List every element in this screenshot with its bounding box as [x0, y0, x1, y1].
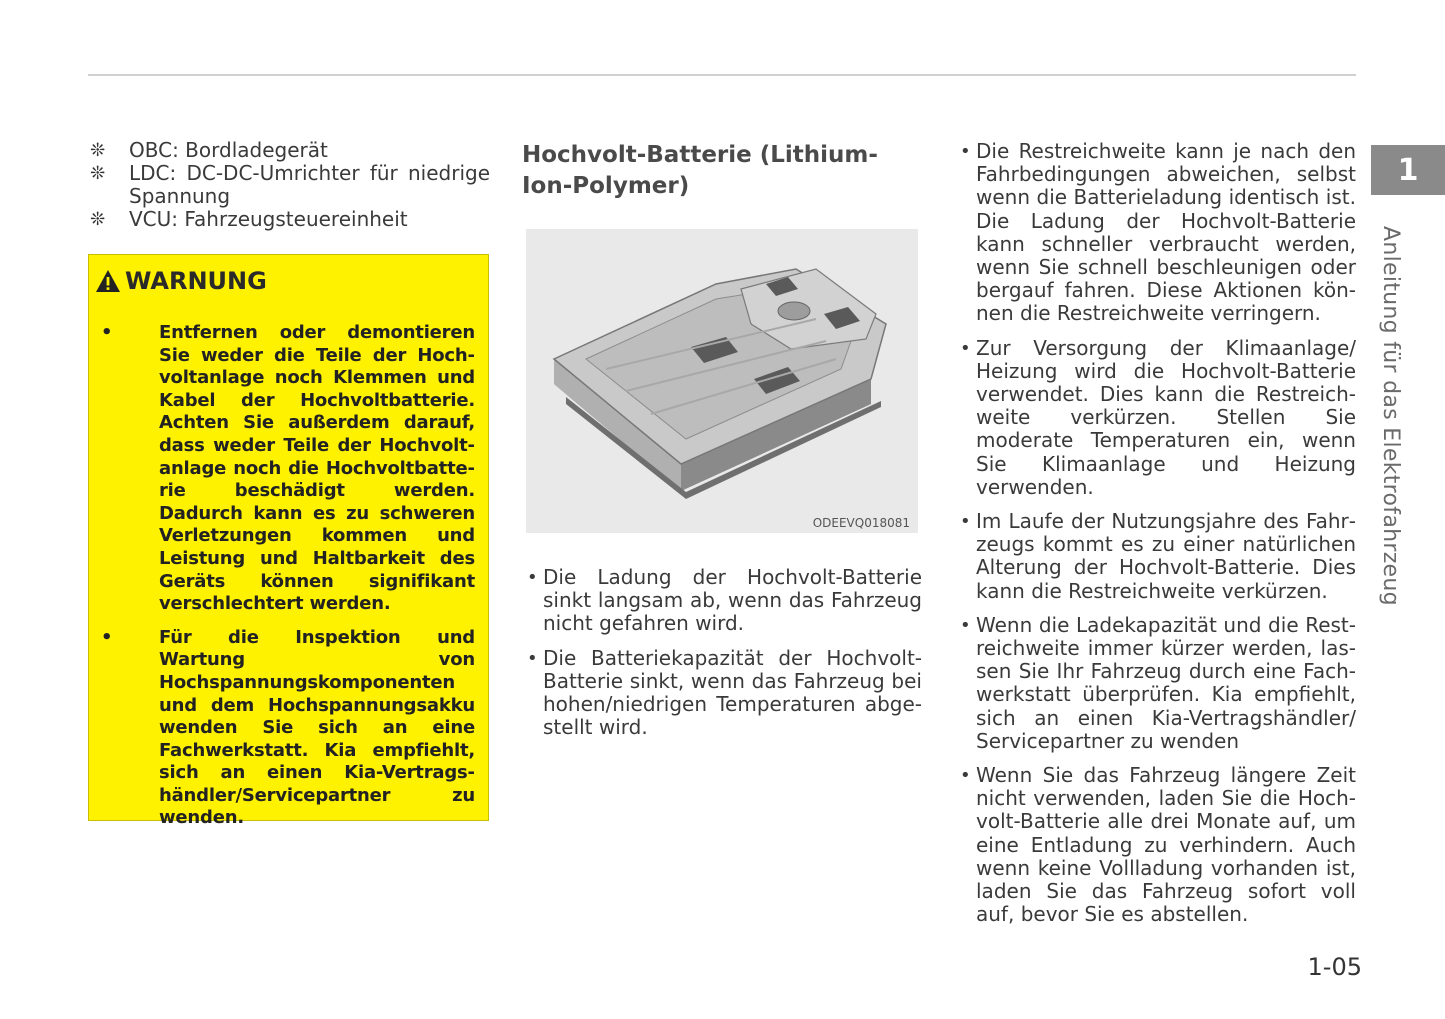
middle-bullet-list [527, 566, 922, 750]
warning-list [89, 322, 488, 841]
figure-code: ODEEVQ018081 [812, 516, 910, 530]
list-item [960, 337, 1356, 499]
battery-pack-illustration [526, 229, 918, 533]
warning-text: Entfernen oder demontieren Sie weder die Teile der Hochvoltanlage noch Klemmen und Kabel der Hochvoltbatterie. Achten Sie außerdem darauf, dass weder Teile der Hochvoltanlage noch die Hochvoltbatterie beschädigt werden. Dadurch kann es zu schweren Verletzungen kommen und Leistung und Haltbarkeit des Geräts können signifikant verschlechtert werden. [159, 322, 475, 615]
abbreviation-text: OBC: Bordladegerät [129, 138, 328, 162]
list-item [960, 614, 1356, 753]
bullet-text: Die Restreichweite kann je nach den Fahrbedingungen abweichen, selbst wenn die Batterieladung identisch ist. Die Ladung der Hochvolt-Batterie kann schneller verbraucht werden, wenn Sie schnell beschleunigen oder bergauf fahren. Diese Aktionen können die Restreichweite verringern. [976, 139, 1356, 326]
bullet-icon: • [960, 511, 971, 533]
bullet-icon: • [960, 614, 971, 636]
bullet-icon: • [527, 567, 538, 588]
bullet-text: Wenn Sie das Fahrzeug längere Zeit nicht verwenden, laden Sie die Hochvolt-Batterie alle drei Monate auf, um eine Entladung zu verhindern. Auch wenn keine Vollladung vorhanden ist, laden Sie das Fahrzeug sofort voll auf, bevor Sie es abstellen. [976, 763, 1356, 927]
bullet-text: Im Laufe der Nutzungsjahre des Fahrzeugs kommt es zu einer natürlichen Alterung der Hochvolt-Batterie. Dies kann die Restreichweite verkürzen. [976, 509, 1356, 603]
bullet-icon: • [960, 765, 971, 787]
list-item [527, 566, 922, 636]
chapter-title: Anleitung für das Elektrofahrzeug [1378, 226, 1403, 606]
list-item [960, 140, 1356, 326]
warning-title: WARNUNG [125, 267, 267, 295]
page-number: 1-05 [1307, 953, 1362, 981]
bullet-text: Zur Versorgung der Klimaanlage/ Heizung wird die Hochvolt-Batterie verwendet. Dies kann die Restreichweite verkürzen. Stellen Sie moderate Temperaturen ein, wenn Sie Klimaanlage und Heizung verwenden. [976, 335, 1356, 499]
asterisk-marker-icon: ❊ [90, 209, 106, 230]
warning-heading [95, 267, 267, 295]
bullet-icon: • [527, 647, 538, 669]
bullet-icon: • [960, 337, 971, 359]
chapter-tab: 1 [1371, 145, 1445, 195]
list-item [960, 764, 1356, 926]
list-item [960, 510, 1356, 603]
bullet-icon: • [960, 141, 971, 162]
list-item [89, 322, 488, 616]
bullet-text: Die Ladung der Hochvolt-Batterie sinkt langsam ab, wenn das Fahrzeug nicht gefahren wird. [543, 565, 922, 636]
bullet-icon: • [101, 626, 113, 648]
bullet-text: Die Batteriekapazität der Hochvolt-Batterie sinkt, wenn das Fahrzeug bei hohen/niedrigen Temperaturen abgestellt wird. [543, 645, 922, 740]
abbreviation-text: VCU: Fahrzeugsteuereinheit [129, 207, 408, 231]
list-item [90, 208, 490, 231]
warning-box [88, 254, 489, 829]
bullet-icon: • [101, 322, 113, 343]
asterisk-marker-icon: ❊ [90, 163, 106, 184]
list-item [90, 139, 490, 162]
list-item [89, 627, 488, 830]
abbreviation-list [90, 139, 490, 231]
warning-text: Für die Inspektion und Wartung von Hochspannungskomponenten und dem Hochspannungsakku wenden Sie sich an eine Fachwerkstatt. Kia empfiehlt, sich an einen Kia-Vertragshändler/Servicepartner zu wenden. [159, 626, 475, 829]
asterisk-marker-icon: ❊ [90, 140, 106, 161]
list-item [527, 647, 922, 740]
section-title: Hochvolt-Batterie (Lithium-Ion-Polymer) [522, 142, 878, 199]
list-item [90, 162, 490, 208]
right-bullet-list [960, 140, 1356, 938]
warning-triangle-icon [95, 269, 121, 293]
header-rule [88, 74, 1356, 76]
battery-figure [526, 229, 918, 533]
bullet-text: Wenn die Ladekapazität und die Restreichweite immer kürzer werden, lassen Sie Ihr Fahrzeug durch eine Fachwerkstatt überprüfen. Kia empfiehlt, sich an einen Kia-Vertragshändler/ Servicepartner zu wenden [976, 612, 1356, 753]
abbreviation-text: LDC: DC-DC-Umrichter für niedrige Spannung [129, 161, 490, 208]
